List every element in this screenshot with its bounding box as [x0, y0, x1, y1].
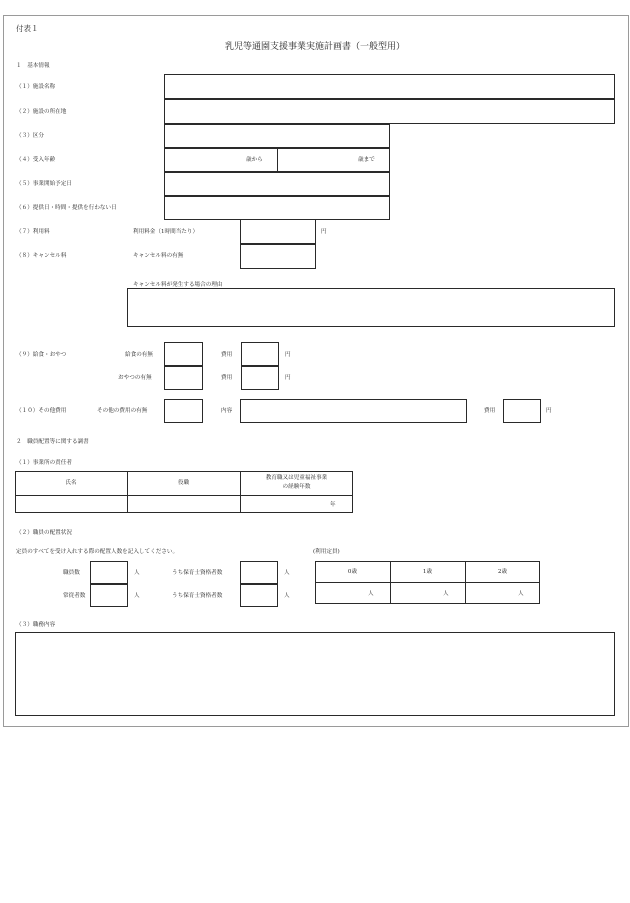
- section-basic-info-heading: １ 基本情報: [16, 63, 50, 69]
- other-presence-label: その他の費用の有無: [97, 408, 148, 414]
- meal-presence-field[interactable]: [164, 342, 203, 366]
- label-start-date: （５）事業開始予定日: [16, 181, 72, 187]
- full-time-label: 常従者数: [63, 593, 86, 599]
- other-cost-field[interactable]: [503, 399, 541, 423]
- snack-cost-label: 費用: [221, 375, 233, 381]
- label-facility-name: （１）施設名称: [16, 84, 56, 90]
- snack-yen-unit: 円: [285, 375, 291, 381]
- capacity-age-2-field[interactable]: [466, 583, 539, 603]
- section-staffing-heading: ２ 職員配置等に関する調書: [16, 439, 89, 445]
- age-to-label: 歳まで: [358, 157, 375, 163]
- snack-cost-field[interactable]: [241, 366, 279, 390]
- manager-name-field[interactable]: [16, 496, 126, 512]
- experience-year-unit: 年: [330, 502, 336, 508]
- label-service-days: （６）提供日・時間・提供を行わない日: [16, 205, 117, 211]
- qualified-unit-2: 人: [284, 593, 290, 599]
- full-time-field[interactable]: [90, 584, 128, 607]
- cancel-presence-field[interactable]: [240, 244, 316, 269]
- snack-presence-label: おやつの有無: [118, 375, 152, 381]
- full-time-unit: 人: [134, 593, 140, 599]
- service-days-field[interactable]: [164, 196, 390, 220]
- snack-presence-field[interactable]: [164, 366, 203, 390]
- fee-per-hour-label: 利用料金（1時間当たり）: [133, 229, 199, 235]
- capacity-age-1: 1歳: [422, 569, 433, 575]
- fee-amount-field[interactable]: [240, 219, 316, 244]
- cancel-presence-label: キャンセル料の有無: [133, 253, 184, 259]
- meal-presence-label: 給食の有無: [125, 352, 153, 358]
- other-presence-field[interactable]: [164, 399, 203, 423]
- label-meals: （９）給食・おやつ: [16, 352, 67, 358]
- qualified-unit-1: 人: [284, 570, 290, 576]
- staffing-heading: （２）職員の配置状況: [16, 530, 72, 536]
- capacity-age-2-unit: 人: [518, 591, 524, 597]
- manager-col-name: 氏名: [65, 480, 77, 486]
- manager-position-field[interactable]: [128, 496, 239, 512]
- start-date-field[interactable]: [164, 172, 390, 196]
- category-field[interactable]: [164, 124, 390, 148]
- appendix-label: 付表１: [16, 24, 39, 33]
- manager-heading: （１）事業所の責任者: [16, 460, 72, 466]
- manager-col-position: 役職: [177, 480, 190, 486]
- cancel-reason-label: キャンセル料が発生する場合の理由: [133, 282, 223, 288]
- duties-field[interactable]: [15, 632, 615, 716]
- qualified-label-1: うち保育士資格者数: [172, 570, 223, 576]
- capacity-age-2: 2歳: [497, 569, 508, 575]
- manager-col-experience-2: の経験年数: [282, 484, 311, 490]
- label-cancel-fee: （８）キャンセル料: [16, 253, 67, 259]
- capacity-age-0: 0歳: [347, 569, 358, 575]
- duties-heading: （３）職務内容: [16, 622, 56, 628]
- label-accept-age: （４）受入年齢: [16, 157, 56, 163]
- age-divider: [277, 148, 278, 172]
- capacity-label: (利用定員): [313, 549, 340, 555]
- capacity-age-1-unit: 人: [443, 591, 449, 597]
- label-category: （３）区分: [16, 133, 44, 139]
- manager-col-experience-1: 教育職又は児童福祉事業: [265, 475, 328, 481]
- staff-count-label: 職員数: [63, 570, 80, 576]
- other-yen-unit: 円: [546, 408, 552, 414]
- facility-location-field[interactable]: [164, 99, 615, 124]
- staffing-note: 定員のすべてを受け入れする際の配置人数を記入してください。: [16, 549, 179, 555]
- other-content-label: 内容: [221, 408, 233, 414]
- meal-yen-unit: 円: [285, 352, 291, 358]
- qualified-label-2: うち保育士資格者数: [172, 593, 223, 599]
- staff-count-field[interactable]: [90, 561, 128, 584]
- cancel-reason-field[interactable]: [127, 288, 615, 327]
- qualified-count-field-1[interactable]: [240, 561, 278, 584]
- other-content-field[interactable]: [240, 399, 467, 423]
- capacity-age-0-field[interactable]: [316, 583, 389, 603]
- other-cost-label: 費用: [484, 408, 496, 414]
- staff-count-unit: 人: [134, 570, 140, 576]
- capacity-age-0-unit: 人: [368, 591, 374, 597]
- qualified-count-field-2[interactable]: [240, 584, 278, 607]
- label-fee: （７）利用料: [16, 229, 50, 235]
- age-from-label: 歳から: [246, 157, 263, 163]
- page-title: 乳児等通園支援事業実施計画書（一般型用）: [224, 42, 405, 52]
- facility-name-field[interactable]: [164, 74, 615, 99]
- fee-yen-unit: 円: [321, 229, 327, 235]
- label-other-costs: （１０）その他費用: [16, 408, 67, 414]
- capacity-age-1-field[interactable]: [391, 583, 464, 603]
- label-facility-location: （２）施設の所在地: [16, 109, 67, 115]
- meal-cost-label: 費用: [221, 352, 233, 358]
- meal-cost-field[interactable]: [241, 342, 279, 366]
